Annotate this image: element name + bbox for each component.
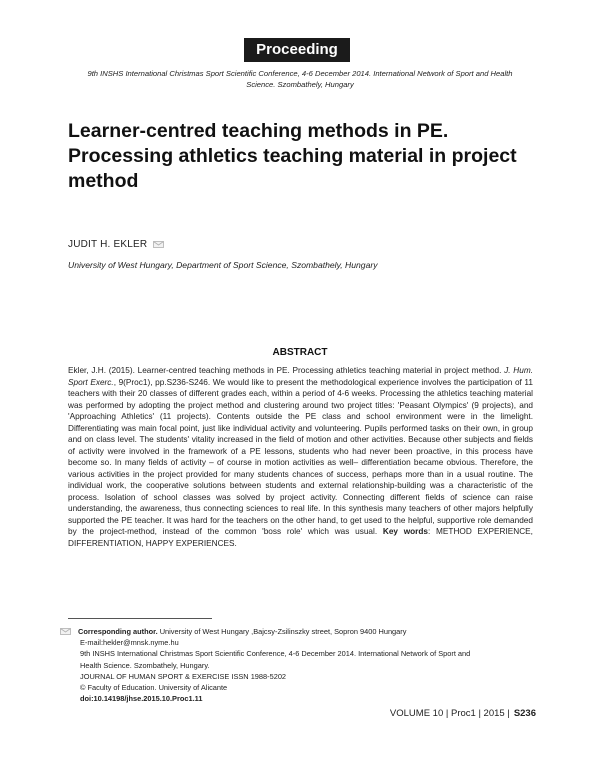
abstract-heading: ABSTRACT (272, 347, 328, 358)
footnote-divider (68, 618, 212, 619)
corresponding-address: University of West Hungary ,Bajcsy-Zsilinszky street, Sopron 9400 Hungary (157, 627, 407, 636)
footnote-conference-line1: 9th INSHS International Christmas Sport Scientific Conference, 4-6 December 2014. International Network of Sport and (80, 649, 471, 659)
title-line-2: Processing athletics teaching material in project (68, 145, 517, 167)
title-line-3: method (68, 170, 139, 192)
affiliation: University of West Hungary, Department of Sport Science, Szombathely, Hungary (68, 260, 378, 270)
author-line (68, 239, 164, 250)
email: E-mail:hekler@mnsk.nyme.hu (80, 638, 179, 648)
envelope-icon (153, 241, 164, 248)
proceeding-badge: Proceeding (244, 38, 350, 62)
conference-header-line1: 9th INSHS International Christmas Sport Scientific Conference, 4-6 December 2014. International Network of Sport and Health (87, 69, 513, 78)
page-number: S236 (513, 708, 536, 719)
volume-info: VOLUME 10 | Proc1 | 2015 | (389, 708, 510, 719)
conference-header (68, 68, 532, 90)
title-line-1: Learner-centred teaching methods in PE. (68, 120, 449, 142)
journal-abbrev: J. Hum. Sport Exerc. (68, 366, 534, 387)
keywords: : METHOD EXPERIENCE, DIFFERENTIATION, HAPPY EXPERIENCES. (68, 527, 533, 548)
keywords-label: Key words (382, 527, 429, 536)
author-name: JUDIT H. EKLER (68, 239, 148, 250)
journal-issn: JOURNAL OF HUMAN SPORT & EXERCISE ISSN 1988-5202 (80, 671, 287, 681)
abstract-text (68, 365, 533, 549)
article-title (68, 119, 538, 194)
abstract-body: We would like to present the methodological experience involves the participation of 11 teachers with their 20 classes of different grades each, within a period of 4-6 weeks. Processing the athletics teaching material was performed by adopting the project method and clustering around two project titles: 'Peasant Olympics' (9 projects), and 'Approaching Athletics' (11 projects). Contents outside the PE class and school environment were in the limelight. Differentiating was main focal point, just like individual activity and volunteering. Pupils performed tasks on their own, in group and on class level. The students' vitality increased in the field of motion and other activities. Because other subjects and fields of activity were involved in the framework of a PE lessons, students who had never been proactive, in this process have become so. In many fields of activity – of course in motion activities as well– differentiation became obvious. Therefore, the various activities in the project provided for many students chances of success, perhaps more than in a usual routine. The individual work, the cooperative solutions between students and external relationship-building was a characteristic of the process. Isolation of school classes was solved by project activity. Connecting different fields of science can raise understanding, the awareness, thus connecting sciences to real life. In this synthesis many teachers of other majors helpfully supported the PE teacher. It was hard for the teachers on the other hand, to get used to the helpful, supportive role demanded by the project-method, instead of the common 'boss role' which was usual. (68, 377, 533, 536)
page-footer (390, 708, 536, 719)
doi-text: doi:10.14198/jhse.2015.10.Proc1.11 (80, 694, 203, 704)
corresponding-label: Corresponding author. (78, 627, 158, 636)
doi (78, 693, 540, 704)
corresponding-author (78, 626, 540, 637)
copyright: © Faculty of Education. University of Alicante (80, 683, 228, 693)
footnote-conference-line2: Health Science. Szombathely, Hungary. (80, 660, 210, 670)
footnote (60, 626, 540, 704)
envelope-icon (60, 628, 71, 635)
conference-header-line2: Science. Szombathely, Hungary (246, 80, 354, 89)
abstract-citation: Ekler, J.H. (2015). Learner-centred teaching methods in PE. Processing athletics teaching material in project method. (68, 366, 502, 375)
volume-issue: , 9(Proc1), pp.S236-S246. (113, 377, 213, 387)
